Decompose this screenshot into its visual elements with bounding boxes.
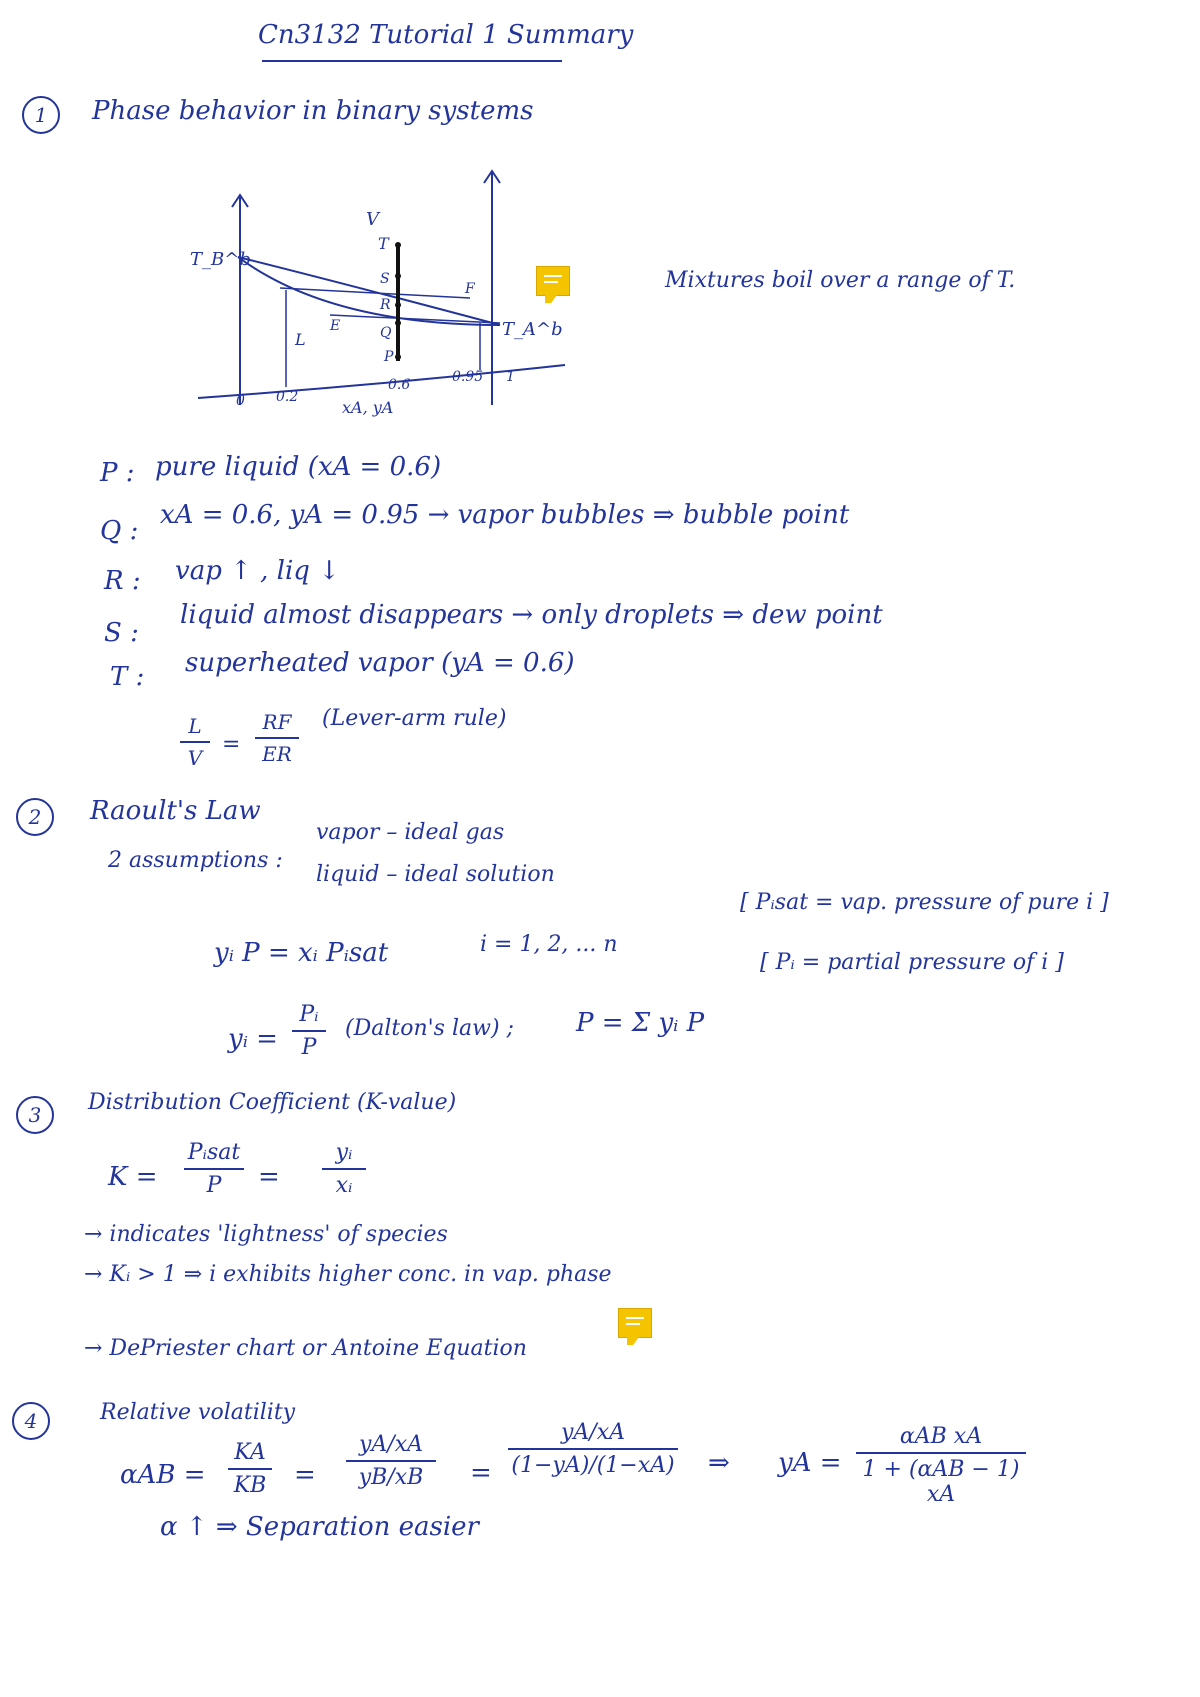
label-s: S [380, 271, 390, 287]
label-t: T [378, 234, 389, 253]
lever-lhs-num: L [188, 714, 202, 738]
dalton-num: Pᵢ [299, 1002, 319, 1027]
alpha-yx-den: yB/xB [358, 1465, 424, 1490]
tick-06: 0.6 [388, 377, 411, 393]
label-f: F [465, 281, 475, 297]
alpha-fraction-k [228, 1440, 272, 1498]
label-p: P [384, 349, 394, 365]
alpha-fraction-binary [508, 1420, 678, 1478]
section-number-1: 1 [22, 96, 60, 134]
tick-0: 0 [236, 393, 245, 409]
state-desc-p: pure liquid (xA = 0.6) [155, 452, 442, 482]
k-bullet-lightness: → indicates 'lightness' of species [84, 1222, 448, 1247]
alpha-k-den: KB [233, 1473, 267, 1498]
k-den-1: P [206, 1173, 222, 1198]
dew-curve [238, 257, 500, 325]
label-e: E [330, 318, 341, 334]
state-key-t: T : [110, 662, 145, 692]
document-title: Cn3132 Tutorial 1 Summary [258, 20, 634, 50]
lever-note: (Lever-arm rule) [322, 706, 507, 731]
dalton-lhs: yᵢ = [228, 1024, 278, 1054]
lever-rhs-num: RF [262, 710, 292, 734]
dalton-note: (Dalton's law) ; [345, 1016, 514, 1041]
tick-095: 0.95 [452, 369, 484, 385]
point-r [395, 302, 401, 308]
section-heading-4: Relative volatility [100, 1400, 296, 1425]
alpha-equals-2: = [470, 1458, 492, 1488]
point-q [395, 320, 401, 326]
lever-lhs [180, 714, 210, 770]
state-key-r: R : [104, 566, 141, 596]
k-equals: = [258, 1162, 280, 1192]
k-bullet-greater-than-one: → Kᵢ > 1 ⇒ i exhibits higher conc. in vap. phase [84, 1262, 612, 1287]
title-underline [262, 60, 562, 62]
ya-lhs: yA = [778, 1448, 842, 1478]
alpha-lhs: αAB = [120, 1460, 206, 1490]
comment-icon[interactable] [618, 1308, 652, 1338]
ya-fraction [856, 1424, 1026, 1507]
alpha-separation-note: α ↑ ⇒ Separation easier [160, 1512, 479, 1542]
raoult-equation: yᵢ P = xᵢ Pᵢsat [214, 938, 389, 968]
lever-eq: = [222, 732, 241, 757]
alpha-equals-1: = [294, 1460, 316, 1490]
label-q: Q [380, 325, 392, 341]
alpha-yx-num: yA/xA [358, 1432, 424, 1457]
phase-diagram [180, 165, 780, 435]
alpha-binary-den: (1−yA)/(1−xA) [511, 1453, 675, 1478]
state-desc-r: vap ↑ , liq ↓ [175, 556, 341, 586]
mixture-note: Mixtures boil over a range of T. [665, 268, 1016, 293]
section-heading-1: Phase behavior in binary systems [92, 96, 534, 126]
dalton-fraction [292, 1002, 326, 1060]
state-desc-s: liquid almost disappears → only droplets ⇒ dew point [180, 600, 883, 630]
species-index: i = 1, 2, ... n [480, 932, 618, 957]
k-fraction-2 [322, 1140, 366, 1198]
pressure-sum: P = Σ yᵢ P [576, 1008, 705, 1038]
section-number-4: 4 [12, 1402, 50, 1440]
comment-icon[interactable] [536, 266, 570, 296]
point-t [395, 242, 401, 248]
k-num-2: yᵢ [335, 1140, 353, 1165]
point-p [395, 354, 401, 360]
implies-arrow: ⇒ [708, 1448, 730, 1478]
section-heading-3: Distribution Coefficient (K-value) [88, 1090, 457, 1115]
label-ta: T_A^b [502, 319, 563, 340]
lever-rhs-den: ER [262, 742, 292, 766]
assumption-vapor: vapor – ideal gas [316, 820, 505, 845]
k-bullet-sources: → DePriester chart or Antoine Equation [84, 1336, 527, 1361]
alpha-fraction-yx [346, 1432, 436, 1490]
label-tb: T_B^b [190, 249, 251, 270]
state-desc-t: superheated vapor (yA = 0.6) [185, 648, 575, 678]
ya-den: 1 + (αAB − 1) xA [862, 1457, 1020, 1507]
state-key-q: Q : [100, 516, 139, 546]
dalton-den: P [301, 1035, 317, 1060]
state-desc-q: xA = 0.6, yA = 0.95 → vapor bubbles ⇒ bubble point [160, 500, 850, 530]
psat-definition: [ Pᵢsat = vap. pressure of pure i ] [740, 890, 1109, 915]
assumptions-label: 2 assumptions : [108, 848, 283, 873]
k-den-2: xᵢ [335, 1173, 353, 1198]
k-lhs: K = [108, 1162, 158, 1192]
x-axis-label: xA, yA [342, 398, 394, 417]
tick-02: 0.2 [276, 389, 299, 405]
state-key-s: S : [104, 618, 139, 648]
alpha-k-num: KA [234, 1440, 266, 1465]
point-s [395, 273, 401, 279]
section-number-2: 2 [16, 798, 54, 836]
label-v: V [366, 209, 379, 230]
tick-1: 1 [506, 369, 515, 385]
partial-pressure-definition: [ Pᵢ = partial pressure of i ] [760, 950, 1064, 975]
lever-lhs-den: V [187, 746, 203, 770]
ya-num: αAB xA [899, 1424, 983, 1449]
assumption-liquid: liquid – ideal solution [316, 862, 555, 887]
tie-line-upper [280, 288, 470, 298]
section-number-3: 3 [16, 1096, 54, 1134]
section-heading-2: Raoult's Law [90, 796, 261, 826]
k-num-1: Pᵢsat [187, 1140, 241, 1165]
label-r: R [380, 297, 391, 313]
state-key-p: P : [100, 458, 135, 488]
label-l: L [295, 330, 306, 349]
alpha-binary-num: yA/xA [560, 1420, 626, 1445]
lever-rhs [255, 710, 299, 766]
k-fraction-1 [184, 1140, 244, 1198]
